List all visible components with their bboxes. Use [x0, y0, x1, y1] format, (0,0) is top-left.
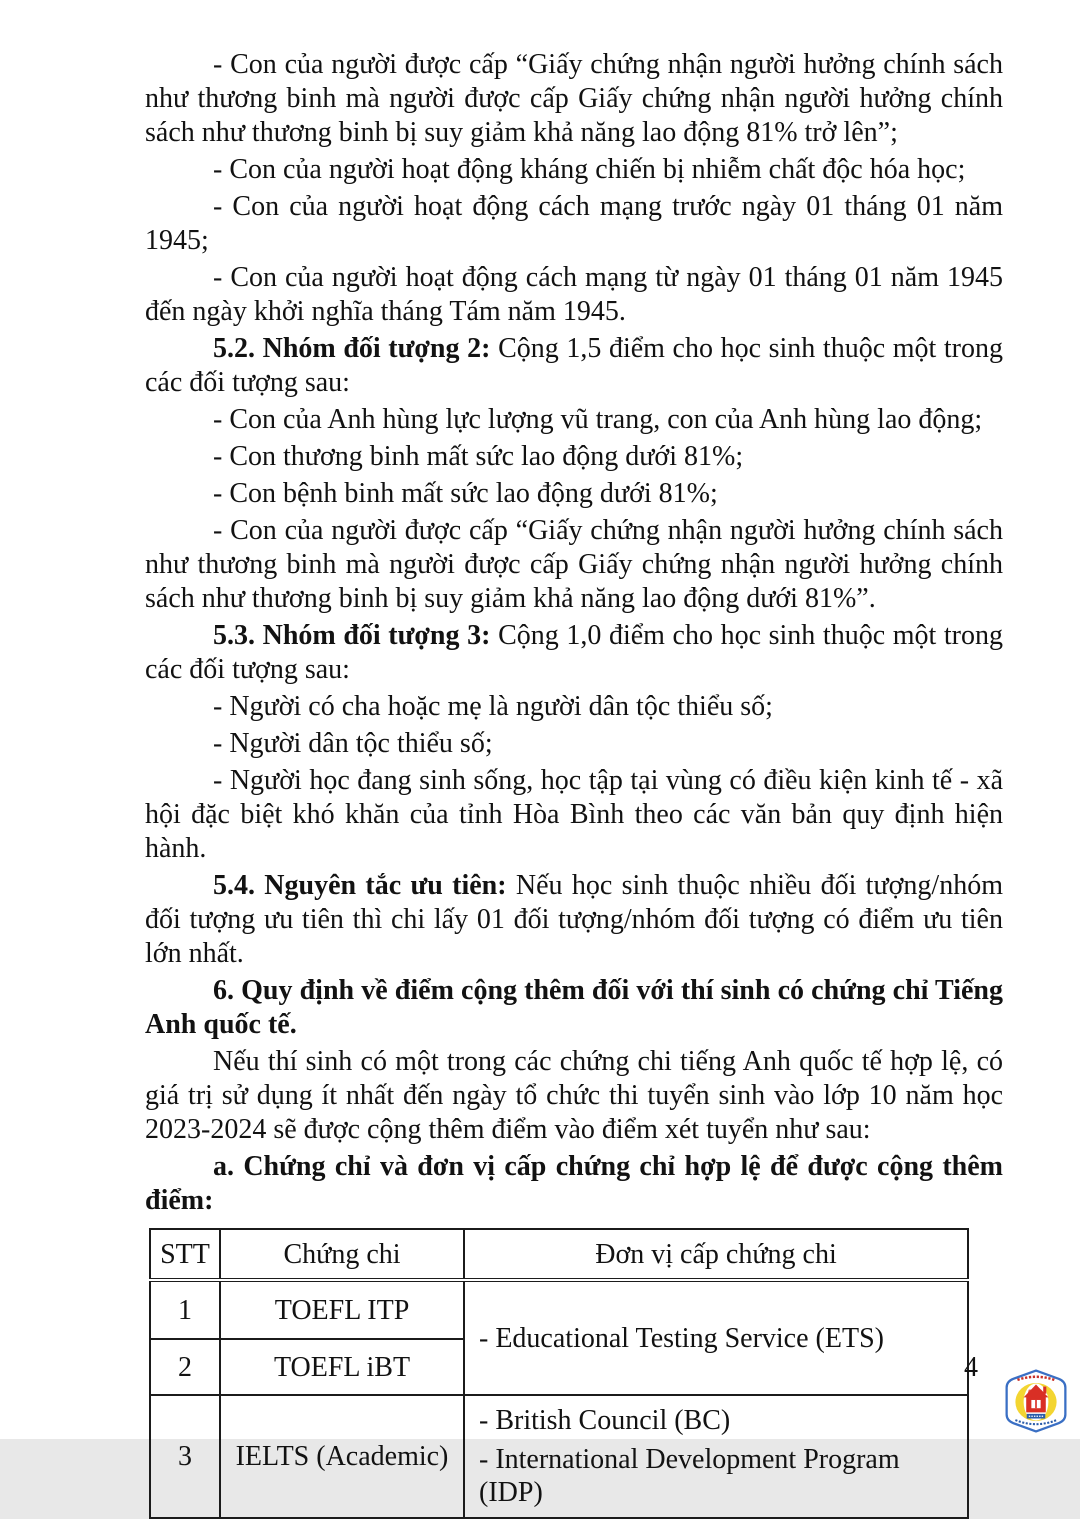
paragraph-text: - Người dân tộc thiểu số; — [213, 728, 493, 759]
heading-5-2 — [145, 332, 1003, 400]
paragraph-policy-under-81 — [145, 514, 1003, 616]
heading-lead: a. Chứng chỉ và đơn vị cấp chứng chỉ hợp lệ để được cộng thêm điểm: — [145, 1151, 1003, 1216]
cell-certificate: TOEFL ITP — [220, 1280, 464, 1339]
paragraph-parent-minority — [145, 690, 1003, 724]
cell-certificate: IELTS (Academic) — [220, 1395, 464, 1518]
col-header-certificate: Chứng chi — [220, 1229, 464, 1280]
certificate-table — [149, 1228, 969, 1519]
heading-a-certificates — [145, 1150, 1003, 1218]
heading-6 — [145, 974, 1003, 1042]
col-header-stt: STT — [150, 1229, 220, 1280]
cell-issuer-ets: - Educational Testing Service (ETS) — [464, 1280, 968, 1395]
paragraph-hero — [145, 403, 1003, 437]
paragraph-text: - Người có cha hoặc mẹ là người dân tộc thiểu số; — [213, 691, 773, 722]
cell-certificate: TOEFL iBT — [220, 1339, 464, 1395]
paragraph-text: - Con của người hoạt động kháng chiến bị nhiễm chất độc hóa học; — [213, 154, 966, 185]
table-header-row — [150, 1229, 968, 1280]
heading-lead: 5.3. Nhóm đối tượng 3: — [213, 620, 491, 651]
paragraph-certificate-intro — [145, 1045, 1003, 1147]
issuer-bc: - British Council (BC) — [479, 1405, 731, 1436]
paragraph-text: - Con của Anh hùng lực lượng vũ trang, con của Anh hùng lao động; — [213, 404, 983, 435]
cell-issuer-bc-idp — [464, 1395, 968, 1518]
paragraph-minority — [145, 727, 1003, 761]
cell-stt: 3 — [150, 1395, 220, 1518]
table-row — [150, 1280, 968, 1339]
paragraph-agent-orange — [145, 153, 1003, 187]
heading-lead: 5.2. Nhóm đối tượng 2: — [213, 333, 491, 364]
heading-text: Nếu học sinh thuộc nhiều đối tượng/nhóm đối tượng ưu tiên thì chi lấy 01 đối tượng/nhóm đối tượng có điểm ưu tiên lớn nhất. — [145, 870, 1003, 969]
paragraph-text: - Người học đang sinh sống, học tập tại vùng có điều kiện kinh tế - xã hội đặc biệt khó khăn của tỉnh Hòa Bình theo các văn bản quy định hiện hành. — [145, 765, 1003, 864]
paragraph-difficult-region — [145, 764, 1003, 866]
paragraph-pre-1945 — [145, 190, 1003, 258]
school-emblem-logo — [1002, 1369, 1070, 1433]
paragraph-war-invalid — [145, 440, 1003, 474]
paragraph-text: - Con của người hoạt động cách mạng trước ngày 01 tháng 01 năm 1945; — [145, 191, 1003, 256]
paragraph-text: - Con thương binh mất sức lao động dưới 81%; — [213, 441, 744, 472]
heading-5-3 — [145, 619, 1003, 687]
table-row — [150, 1395, 968, 1518]
heading-5-4 — [145, 869, 1003, 971]
cell-stt: 2 — [150, 1339, 220, 1395]
cell-stt: 1 — [150, 1280, 220, 1339]
school-emblem-icon — [1002, 1369, 1070, 1433]
heading-lead: 5.4. Nguyên tắc ưu tiên: — [213, 870, 507, 901]
paragraph-policy-81-plus — [145, 48, 1003, 150]
col-header-issuer: Đơn vị cấp chứng chi — [464, 1229, 968, 1280]
heading-text: Cộng 1,0 điểm cho học sinh thuộc một trong các đối tượng sau: — [145, 620, 1004, 685]
paragraph-text: - Con bệnh binh mất sức lao động dưới 81%; — [213, 478, 718, 509]
paragraph-1945 — [145, 261, 1003, 329]
issuer-idp: - International Development Program (IDP) — [479, 1444, 900, 1508]
paragraph-sick-soldier — [145, 477, 1003, 511]
paragraph-text: - Con của người hoạt động cách mạng từ ngày 01 tháng 01 năm 1945 đến ngày khởi nghĩa tháng Tám năm 1945. — [145, 262, 1003, 327]
heading-lead: 6. Quy định về điểm cộng thêm đối với thí sinh có chứng chỉ Tiếng Anh quốc tế. — [145, 975, 1003, 1040]
paragraph-text: - Con của người được cấp “Giấy chứng nhận người hưởng chính sách như thương binh mà người được cấp Giấy chứng nhận người hưởng chính sách như thương binh bị suy giảm khả năng lao động 81% trở lên”; — [145, 49, 1003, 148]
document-body — [145, 48, 1003, 1519]
paragraph-text: - Con của người được cấp “Giấy chứng nhận người hưởng chính sách như thương binh mà người được cấp Giấy chứng nhận người hưởng chính sách như thương binh bị suy giảm khả năng lao động dưới 81%”. — [145, 515, 1003, 614]
page-number: 4 — [964, 1352, 978, 1383]
heading-text: Cộng 1,5 điểm cho học sinh thuộc một trong các đối tượng sau: — [145, 333, 1004, 398]
paragraph-text: Nếu thí sinh có một trong các chứng chi tiếng Anh quốc tế hợp lệ, có giá trị sử dụng ít nhất đến ngày tổ chức thi tuyển sinh vào lớp 10 năm học 2023-2024 sẽ được cộng thêm điểm vào điểm xét tuyển như sau: — [145, 1046, 1003, 1145]
